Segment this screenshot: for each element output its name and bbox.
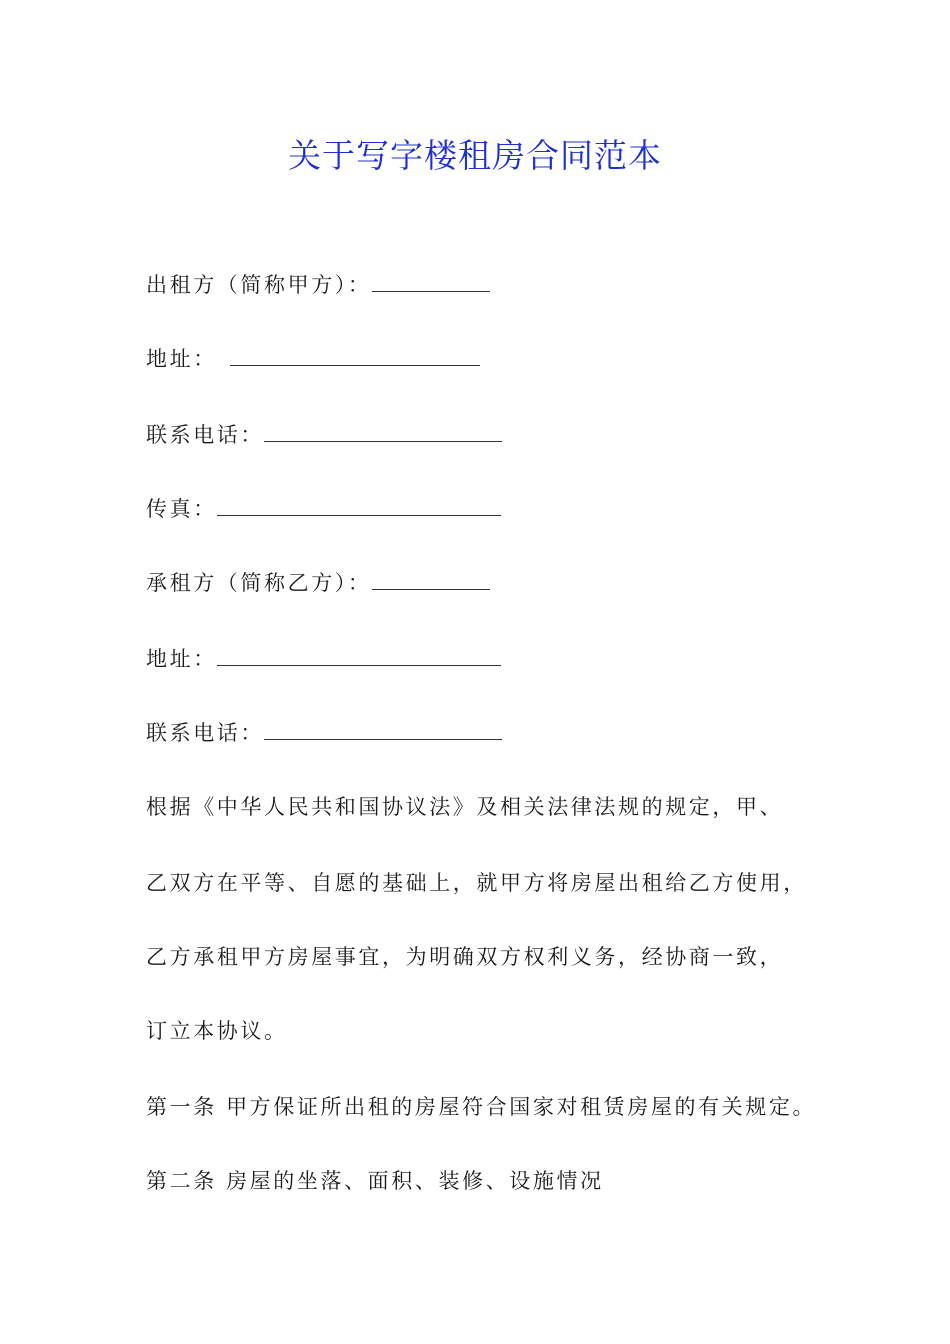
lessor-address-blank[interactable] <box>230 345 480 366</box>
lessee-phone-label: 联系电话： <box>146 721 264 745</box>
lessee-name-field <box>146 568 490 598</box>
lessee-name-blank[interactable] <box>372 569 490 590</box>
body-paragraph-line: 根据《中华人民共和国协议法》及相关法律法规的规定，甲、 <box>146 795 784 819</box>
lessee-address-blank[interactable] <box>217 645 501 666</box>
lessor-name-label: 出租方（简称甲方）： <box>146 273 372 297</box>
lessor-phone-blank[interactable] <box>264 421 502 442</box>
body-paragraph-line: 乙双方在平等、自愿的基础上，就甲方将房屋出租给乙方使用， <box>146 871 807 895</box>
body-paragraph-line: 乙方承租甲方房屋事宜，为明确双方权利义务，经协商一致， <box>146 945 784 969</box>
lessor-address-label: 地址： <box>146 347 230 371</box>
lessee-name-label: 承租方（简称乙方）： <box>146 571 372 595</box>
lessor-fax-blank[interactable] <box>217 495 501 516</box>
lessor-address-field <box>146 344 480 374</box>
article-two: 第二条 房屋的坐落、面积、装修、设施情况 <box>146 1169 604 1193</box>
lessor-fax-field <box>146 494 501 524</box>
lessee-phone-field <box>146 718 502 748</box>
lessor-fax-label: 传真： <box>146 497 217 521</box>
lessor-phone-label: 联系电话： <box>146 423 264 447</box>
body-paragraph-line: 订立本协议。 <box>146 1019 288 1043</box>
article-one: 第一条 甲方保证所出租的房屋符合国家对租赁房屋的有关规定。 <box>146 1095 817 1119</box>
lessee-phone-blank[interactable] <box>264 719 502 740</box>
lessee-address-label: 地址： <box>146 647 217 671</box>
document-title: 关于写字楼租房合同范本 <box>288 136 662 175</box>
lessee-address-field <box>146 644 501 674</box>
lessor-name-blank[interactable] <box>372 271 490 292</box>
lessor-name-field <box>146 270 490 300</box>
lessor-phone-field <box>146 420 502 450</box>
